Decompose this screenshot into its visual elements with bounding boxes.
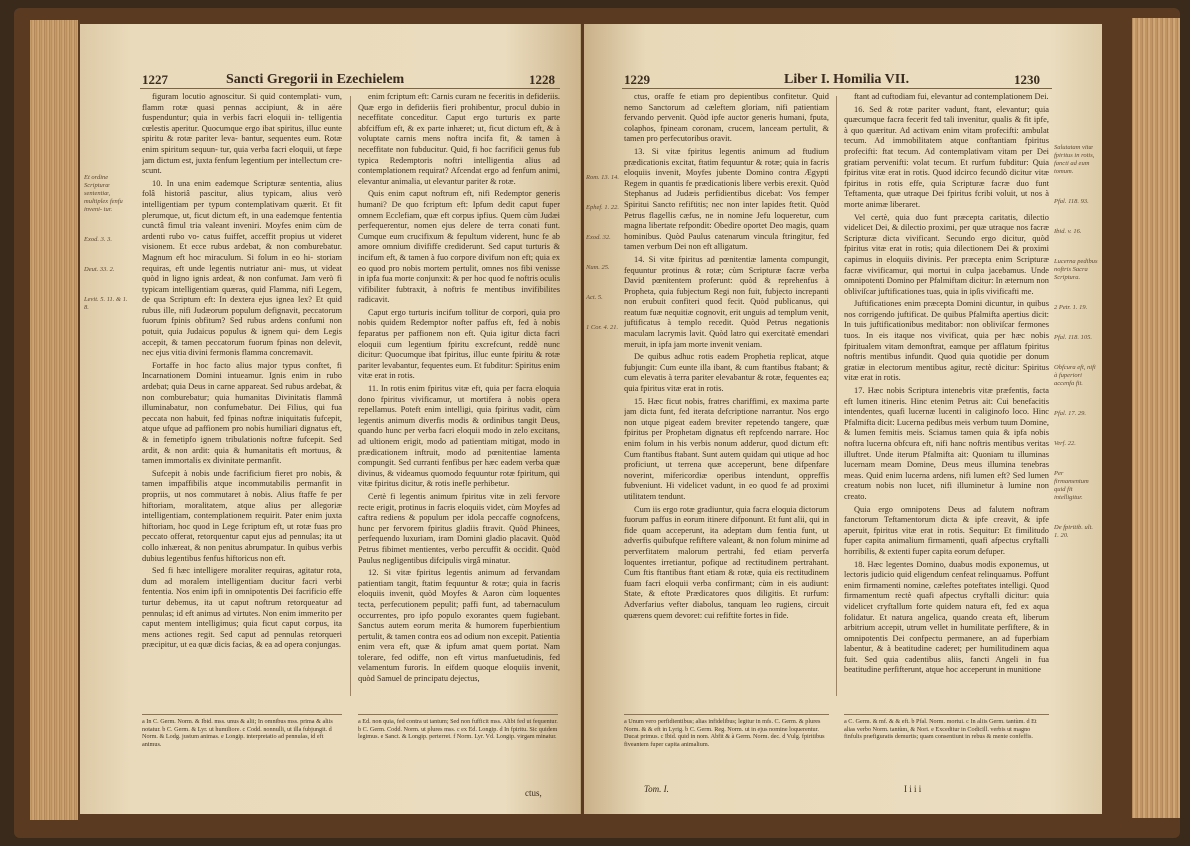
signature-mark: Tom. I.	[644, 784, 669, 794]
paragraph: ctus, oraffe fe etiam pro depientibus confitetur. Quid nemo Sanctorum ad cæleftem gloriam, nifi patientiam fervando pervenit. Quòd ipfe auctor generis humani, fputa, colaphos, fpineam coronam, crucem, lanceam pertulit, & tamen pro perfecutoribus oravit.	[624, 92, 829, 144]
paragraph: 16. Sed & rotæ pariter vadunt, ftant, elevantur; quia quæcumque facra fecerit fed tali invenitur, qualis & fit ipfe, à quo quæritur. Ad activam enim vitam profecifti: ambulat tecum. Ad immobilitatem atque conftantiam fpiritus profecifti: ftat tecum. Ad contemplativam vitam per Dei gratiam pervenifti: volat tecum. Et rurfum fubditur: Quia fpiritus vitæ erat in rotis. Quod idcirco fecundò dicitur vitæ fpiritus in rotis effe, quia Scripturæ facræ duo funt Teftamenta, quæ utraque Dei fpiritus fcribi voluit, ut nos à morte animæ liberaret.	[844, 104, 1049, 209]
paragraph: Sufcepit à nobis unde facrificium fieret pro nobis, & tamen impaffibilis atque incommutabilis permanfit in propriis, ut nos commutaret à nobis. Alius ftaffe fe per hiftoriam, moralitatem, atque alius per allegoriæ intelligentiam, contemplationem requirit. Pater enim juxta hiftoriam, hoc quod in Lege fcriptum eft, ut rotæ fuas pro peccato offerat, retorquentur caput ejus ad pennulas; ita ut collo inhæreat, & non penitus abrumpatur. In quibus verbis dubius legentibus fenfus hiftoricus non eft.	[142, 468, 342, 563]
paragraph: 11. In rotis enim fpiritus vitæ eft, quia per facra eloquia dono fpiritus vivificamur, ut mortifera à nobis opera repellamus. Poteft enim intelligi, quia fpiritus vadit, cùm legentis animum diverfis modis & ordinibus tangit Deus, quando hunc per verba facri eloquii modo in zelo excitans, ad ultionem erigit, modo ad patientiam mitigat, modo in prædicationem inftruit, modo ad pœnitentiae lamenta compungit. Sed curranti fenfibus per hæc eadem verba quæ divinus, & videamus quomodo fequuntur rotæ fpiritum, qui vitæ fpiritus dicitur, & rotis inefle perhibetur.	[358, 384, 560, 489]
page-number: 1229	[624, 72, 650, 87]
paragraph: Quis enim caput noftrum eft, nifi Redemptor generis humani? De quo fcriptum eft: Ipfum dedit caput fuper omnem Ecclefiam, quæ eft corpus ipfius. Quem cùm Judæi perfequerentur, nomen ejus delere de terra conati funt. Cumque eum crucifixum & fepultum viderent, hunc fe ab amore omnium divififfe crediderunt. Sed caput turturis & incifum eft, & tamen à fuo corpore divifum non eft; quia ex eo quod pro nobis mortem pertulit, omnes nos fibi venisse in ipfa fua morte conjunxit: & per hoc quod fe noftris oculis vifibiliter fubtraxit, à noftris fe mentibus invifibilites radicavit.	[358, 189, 560, 305]
right-page	[584, 24, 1102, 814]
right-page-edges	[1132, 18, 1180, 818]
left-margin-notes	[586, 174, 620, 354]
margin-note: Rom. 13. 14.	[586, 174, 620, 181]
margin-note: Levit. 5. 11. & 1. 8.	[84, 296, 128, 311]
signature-mark: I i i i	[904, 784, 922, 794]
running-title: Liber I. Homilia VII.	[784, 72, 910, 87]
paragraph: Sed fi hæc intelligere moraliter requiras, agitatur rota, dum ad moralem intelligentiam ducitur facri verbi fententia. Nos enim ipfi in omnipotentis Dei facrificio effe turtur debemus, ita ut caput noftrum retorqueatur ad pennulas; id eft animus ad virtutes. Non enim immerito per caput mentem intelligimus; quia ficut caput corpus, ita mens actiones regit. Sed caput ad pennulas retorqueri præcipitur, ut ea quæ dicis facias, & ea ad opera conjungas.	[142, 566, 342, 650]
header-rule	[622, 88, 1052, 89]
margin-note: 2 Petr. 1. 19.	[1054, 304, 1088, 311]
text-column-1	[142, 92, 342, 702]
margin-note: Ephef. 1. 22.	[586, 204, 620, 211]
paragraph: 15. Hæc ficut nobis, fratres chariffimi, ex maxima parte jam dicta funt, fed iterata defcriptione narrantur. Nos ergo non utque pigeat eadem breviter repetendo tangere, quæ fpiritus per Prophetam dignatus eft repfcendo narrare. Hoc enim folum in his verbis nonum adderur, quod dictum eft: Cum ftantibus ftabant. Sunt autem quidam qui utique ad hoc proficiunt, ut terrena quæ acceperunt, bene difpenfare noverint, mifericordiæ operibus intendunt, oppreffis fubveniunt. Hi videlicet vadunt, in eo quod fe ad proximi utilitatem tendunt.	[624, 396, 829, 501]
page-number: 1230	[1014, 72, 1040, 87]
margin-note: Act. 5.	[586, 294, 603, 301]
paragraph: 18. Hæc legentes Domino, duabus modis exponemus, ut lectoris judicio quid eligendum cenfeat relinquamus. Poffunt enim firmamenti nomine, cæleftes poteftates intelligi. Quod firmamentum rectè quafi afpectus cryftalli dicitur: quia videlicet cryftallum forte quidem natura eft, fed ex aqua folidatur. Et natura angelica, quando creata eft, liberum arbitrium accepit, utrum vellet in humilitate perfiftere, & in omnipotentis Dei confpectu permanere, an ad fuperbiam labentur, & à beatitudine caderet; per humilitudinem aqua fuit. Sed quia cadentibus aliis, fancti Angeli in fua beatitudine perfifterunt, atque hoc acceperunt in munitione	[844, 559, 1049, 675]
footnotes: a Unum vero perfidientibus; alias infidelibus; legitur in mfs. C. Germ. & plures Norm. & & eft in Lyrig. b C. Germ. Reg. Norm. ut in ejus nomine loquerentur. Ducat primus. c Ibid. quid in nom. Abfit & à Germ. Norm. dec. d Vulg. fpiritibus fiveantem fuper capita animalium.	[624, 714, 829, 780]
text-column-2	[844, 92, 1049, 702]
paragraph: ftant ad cuftodiam fui, elevantur ad contemplationem Dei.	[854, 92, 1049, 101]
footnotes: a Ed. non quia, fed contra ut tantum; Sed non fufficit mss. Alibi fed ut fequentur. b C. Germ. Codd. Norm. ut plures mss. c ex Ed. Longip. d In fpiritu. Sic quidem legimus. e Sanct. & Longip. perterret. f Norm. Lyr. Vd. Longip. virgam minatur.	[358, 714, 558, 788]
margin-note: Exod. 3. 3.	[84, 236, 112, 243]
margin-note: Exod. 32.	[586, 234, 611, 241]
margin-note: Verf. 22.	[1054, 440, 1076, 447]
column-divider	[836, 96, 837, 696]
catchword: ctus,	[525, 788, 542, 798]
paragraph: 17. Hæc nobis Scriptura intenebris vitæ præfentis, facta eft lumen itineris. Hinc etenim Petrus ait: Cui benefacitis intendentes, quafi lucernæ lucenti in caliginofo loco. Hinc Pfalmifta dicit: Lucerna pedibus meis verbum tuum Domine, & lumen femitis meis. Sciamus tamen quia & ipfa nobis noftra lucerna obfcura eft, nifi hanc noftris mentibus veritas illuftret. Unde iterum Pfalmifta ait: Quoniam tu illuminas lucernam meam Domine, Deus meus illumina tenebras meas. Quid enim lucerna ardens, nifi lumen eft? Sed lumen creatum nobis non lucet, nifi illuminetur à lumine non creato.	[844, 386, 1049, 501]
margin-note: De fpiritib. ult. 1. 20.	[1054, 524, 1093, 539]
left-margin-notes	[84, 174, 132, 334]
paragraph: Juftificationes enim præcepta Domini dicuntur, in quibus nos corrigendo juftificat. De quibus Pfalmifta apertius dicit: In tuis juftificationibus meditabor: non obliviſcar fermones tuos. In eis itaque nos vivificat, quia per hæc nobis fpiritualem vitam demonftrat, eamque per afflatum fpiritus noftris mentibus infundit. Quod quia quotidie per donum gratiæ in electorum mentibus agitur, rectè dicitur: Spiritus vitæ erat in rotis.	[844, 299, 1049, 383]
text-column-2	[358, 92, 560, 702]
footnotes: a C. Germ. & mf. & & eft. b Pfal. Norm. mortui. c In aliis Germ. tantùm. d Et alias verbo Norm. tantùm, & Nori. e Exceditur in Codicill. verbis ut magno finfulis præfiguratis demurtis; quam consentiunt in rebus & mente confeffis.	[844, 714, 1049, 780]
page-number: 1227	[142, 72, 168, 87]
paragraph: Vel certè, quia duo funt præcepta caritatis, dilectio videlicet Dei, & dilectio proximi, per quæ utraque nos facræ Scripturæ dicta vivificant. Secundo ergo dicitur, quòd fpiritus vitæ erat in rotis; quia dilectionem Dei & proximi capimus in eloquiis divinis. Per præcepta enim Scripturæ facræ vivificamur, qui mortui in culpa jacebamus. Unde omnipotenti Domino per Pfalmiftam dicitur: In æternum non obliviſcar juftificationes tuas, quia in ipſis vivificafti me.	[844, 212, 1049, 296]
paragraph: De quibus adhuc rotis eadem Prophetia replicat, atque fubjungit: Cum eunte illa ibant, & cum ftantibus ftabant; & cum elevatis à terra pariter elevabantur & rotæ, fequentes ea; quia fpiritus vitæ erat in rotis.	[624, 352, 829, 394]
paragraph: Fortaffe in hoc facto alius major typus conftet, fi Incarnationem Domini intueamur. Ignis enim in rubo ardebat; quia Deus in carne appareat. Sed rubus ardebat, & non comburebatur; quia humanitas Divinitatis flammâ illuminabatur, non confumebatur. Dei Filius, qui fua peccata non habuit, fed fpinas noftræ iniquitatis fufcepit, atque ufque ad paffionem pro nobis humiliari dignatus eft, & in femetipfo ignem tribulationis noftræ fufcepit. Sed ardit, & non ardit: quia & humanitatis eft mortuus, & tamen immortalis ex divinitate permanfit.	[142, 360, 342, 466]
paragraph: enim fcriptum eft: Carnis curam ne feceritis in defideriis. Quæ ergo in defideriis fieri prohibentur, procul dubio in neceffitate conceditur. Caput ergo turturis ex parte abfciffum eft, & ex parte inhæret; ut, ficut dictum eft, & à voluptate carnis mens noftra incifa fit, & tamen à neceffitate non fubducitur. Quid, fi hoc facrificii genus fub typica Redemptoris noftri intelligentia alius ad contemplationem requirat? Afcendat ergo ad fenfum animi, elevantur animalia, ut elevantur pariter & rotæ.	[358, 92, 560, 186]
column-divider	[350, 96, 351, 696]
margin-note: Pfal. 118. 93.	[1054, 198, 1089, 205]
paragraph: Quia ergo omnipotens Deus ad falutem noftram fanctorum Teftamentorum dicta & ipfe creavit, & ipfe aperuit, fpiritus vitæ erat in rotis. Sequitur: Et fimilitudo fuper capita animalium firmamenti, quafi afpectus cryftalli horribilis, & extenti fuper capita eorum defuper.	[844, 504, 1049, 556]
running-title: Sancti Gregorii in Ezechielem	[226, 72, 405, 87]
paragraph: 10. In una enim eademque Scripturæ sententia, alius folâ historiâ pascitur, alius typicam, alius verò intelligentiam per typum contemplativam quærit. Et fit plerumque, ut, ficut dictum eft, in una eademque fententia cunctâ fimul tria valeant inveniri. Moyfes enim cùm de ardenti rubo vo- catus fuiffet, acceffit propius ut videret visionem. Et ecce rubus ardebat, & non comburebatur. Magnum eft hoc miraculum. Si folum in eo hi- storiam requiras, eft unde legentis nutriatur ani- mus, ut videat quòd in ligno ignis ardeat, & non confumat. Jam verò fi typicam intelligentiam quæras, quid Flamma, nifi Legem, de qua Scriptum eft: In dextera ejus ignea lex? Et quid rubus ille, nifi Judæorum populum defignavit, peccatorum fuorum fpinis obfitum? Sed rubus ardens confumi non potuit, quia Judaicus populus & ignem qui- dem Legis accepit, & tamen peccatorum fuorum fpinas non delevit, nec ejus vitia divini fermonis flamma concremavit.	[142, 178, 342, 358]
page-number: 1228	[529, 72, 555, 87]
header-rule	[140, 88, 560, 89]
text-column-1	[624, 92, 829, 702]
margin-note: Salutatam vitæ fpiritus in rotis, fancti ad eum tomum.	[1054, 144, 1095, 175]
margin-note: Pfal. 17. 29.	[1054, 410, 1086, 417]
paragraph: 12. Si vitæ fpiritus legentis animum ad fervandam patientiam tangit, ftatim fequuntur & rotæ; quia in facris eloquiis invenit, quòd Moyfes & Aaron cùm loquentes tecta, perfecutionem pepulit; paffi funt, ad tabernaculum occurrentes, pro ipfo populo exorantes quem fugiebant. Sanctus autem eorum merita & humorem fuperbientium pertulit, & tamen contra eos ad odium non excepit. Patientia enim vera eft, quæ & ipfum amat quem portat. Nam tolerare, fed odiffe, non eft virtus manfuetudinis, fed velamentum furoris. In eifdem quoque eloquiis invenit, quòd Samuel de principatu dejectus,	[358, 568, 560, 684]
margin-note: Deut. 33. 2.	[84, 266, 115, 273]
paragraph: Cum iis ergo rotæ gradiuntur, quia facra eloquia dictorum fuorum paffus in eorum itinere difponunt. Et funt alii, qui in fide quam acceperunt, ita adeptam dum fentia funt, ut adverfis quibufque refiftere valeant, & non folum minime ad perverfitatem malorum pertrahi, fed etiam perverfa loquentes irretiantur, pofique ad rectitudinem pertrahant. Cum ftis ftantibus ftant etiam & rotæ, quia eis rectitudinem fuam facri eloquii verba confirmant; cùm in eis audiunt: State, & eftote Prædicatores quos diligitis. Et rurfum: Adverfarius vefter diabolus, tanquam leo rugiens, circuit quærens quem devoret: cui refiftite fortes in fide.	[624, 504, 829, 620]
paragraph: 13. Si vitæ fpiritus legentis animum ad ftudium prædicationis excitat, ftatim fequuntur & rotæ; quia in facris eloquiis invenit, Moyfes jubente Domino contra Ægypti Regem in quantis fe prædicationis libere verbis erexit. Quòd Stephanus ad Judæis perfidientibus dicebat: Vos femper Spiritui Sancto refiftitis; nec non inter lapides ftetit. Quòd Petrus flagellis cæfus, ne in nomine Jefu loqueretur, cum magna libertate refpondit: Obedire oportet Deo magis, quam hominibus. Quòd Paulus catenarum vincula ftringitur, fed tamen verbum Dei non eft alligatum.	[624, 146, 829, 252]
left-page-edges	[30, 20, 78, 820]
margin-note: Num. 25.	[586, 264, 610, 271]
margin-note: Pfal. 118. 105.	[1054, 334, 1092, 341]
margin-note: Obfcura eft, nifi à fuperiori accenfa fit.	[1054, 364, 1096, 387]
margin-note: 1 Cor. 4. 21.	[586, 324, 619, 331]
paragraph: 14. Si vitæ fpiritus ad pœnitentiæ lamenta compungit, fequuntur protinus & rotæ; cùm Scripturæ facræ verba David pœnitentem proferunt: quòd & reprehenfus à Propheta, quia fubjectum Regi non fuit, fubjecto increpanti non erubuit confiteri quod fecit. Quòd publicanus, qui reatum fuæ nequitiæ cognovit, erit unguis ad templum venit, juftificatus à templo recedit. Quòd Petrus negationis maculam lacrymis lavit. Quòd latro qui exercitatè emendari meruit, in ipfa jam morte invenit veniam.	[624, 254, 829, 349]
paragraph: Certè fi legentis animum fpiritus vitæ in zeli fervore recte erigit, protinus in facris eloquiis videt, cùm Moyfes ad caftra rediens & populum per idola peccaffe cognofcens, hunc per fervorem fpiritus gladiis ftravit. Quòd Phinees, perfequendo luxuriam, iram Domini gladio placavit. Quòd Petrus fibimet mentientes, verbo percuffit & occidit. Quòd Paulus negligentibus difcipulis virgâ minatur.	[358, 491, 560, 565]
paragraph: Caput ergo turturis incifum tollitur de corpori, quia pro nobis quidem Redemptor nofter paffus eft, fed à nobis feparatus per paffionem non eft. Quia igitur dicta facri eloquii cum legentium fpiritu excrefcunt, reddè nunc dicitur: Quocumque ibat fpiritus, illuc eunte fpiritu & rotæ pariter levabantur, fequentes eum. Et fubditur: Spiritus enim vitæ erat in rotis.	[358, 307, 560, 381]
right-margin-notes	[1054, 144, 1098, 562]
paragraph: figuram locutio agnoscitur. Si quid contemplati- vum, flamm rotæ quasi pennas accipiunt, & in aëre fuspenduntur; quia in verbis facri eloquii in- telligentia cœlestis aperitur. Quocumque ergo ibat spiritus, illuc eunte spiritu & rotæ pariter leva- bantur, sequentes eum. Rotæ enim spiritum sequun- tur, quia verba facri eloquii, ut fæpe jam dictum est, juxta fenfum legentium per intellectum cre- scunt.	[142, 92, 342, 176]
footnotes: a In C. Germ. Norm. & Ibid. mss. unus & alii; In omnibus mss. prima & aliis notatur. b C. Germ. & Lyr. ut humiliore. c Codd. nonnulli, ut illa fubjungit. d Norm. & Lodg. justum animas. e Longip. interpretatio ad pennulas, id eft animus.	[142, 714, 342, 788]
margin-note: Et ordine Scripturæ sententiæ, multiplex fenfu inveni- tur.	[84, 174, 123, 213]
margin-note: Ibid. v. 16.	[1054, 228, 1082, 235]
margin-note: Lucerna pedibus noftris Sacra Scriptura.	[1054, 258, 1098, 281]
margin-note: Per firmamentum quid fit intelligitur.	[1054, 470, 1089, 501]
left-page	[80, 24, 581, 814]
